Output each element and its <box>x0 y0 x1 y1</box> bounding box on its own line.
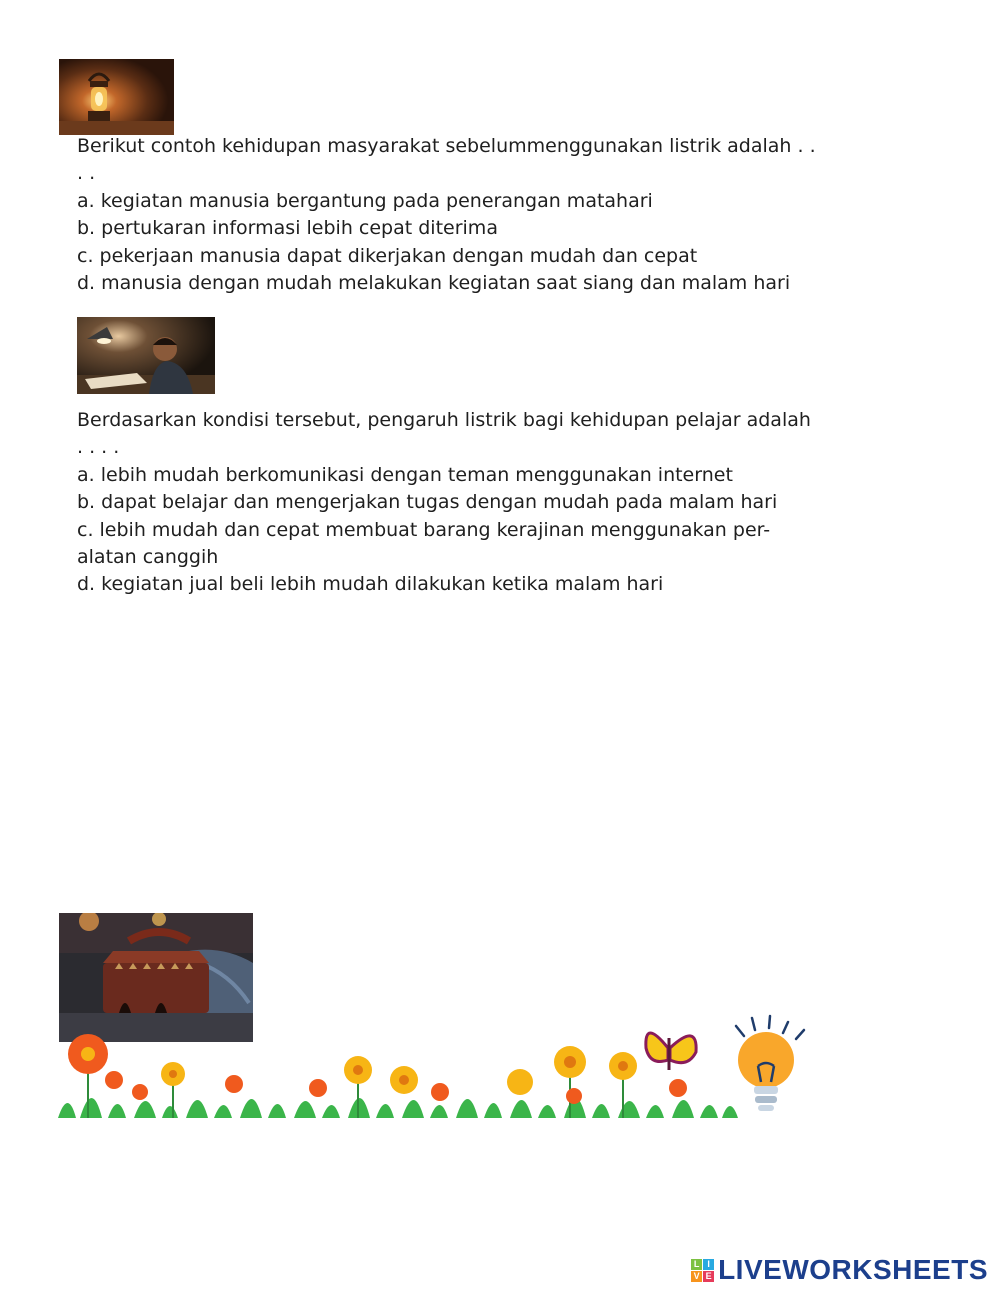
question-2 <box>77 407 817 599</box>
question-2-option-d[interactable]: d. kegiatan jual beli lebih mudah dilakukan ketika malam hari <box>77 573 664 596</box>
liveworksheets-logo[interactable] <box>691 1254 988 1286</box>
question-1 <box>77 133 817 297</box>
question-1-option-c[interactable]: c. pekerjaan manusia dapat dikerjakan dengan mudah dan cepat <box>77 244 698 267</box>
question-2-stem: Berdasarkan kondisi tersebut, pengaruh listrik bagi kehidupan pelajar adalah . . . . <box>77 409 811 459</box>
question-2-option-c[interactable]: c. lebih mudah dan cepat membuat barang kerajinan menggunakan per- alatan canggih <box>77 518 771 569</box>
flower-border-decoration <box>58 1008 738 1120</box>
butterfly-icon <box>646 1033 696 1070</box>
logo-text: LIVEWORKSHEETS <box>718 1254 988 1285</box>
child-studying-photo <box>77 317 215 394</box>
light-bulb-icon <box>728 1012 808 1122</box>
question-1-stem: Berikut contoh kehidupan masyarakat sebelummenggunakan listrik adalah . . . . <box>77 135 816 185</box>
question-1-option-d[interactable]: d. manusia dengan mudah melakukan kegiatan saat siang dan malam hari <box>77 272 791 295</box>
logo-mark: L I V E <box>691 1259 714 1282</box>
lantern-photo <box>59 59 174 135</box>
question-2-option-a[interactable]: a. lebih mudah berkomunikasi dengan teman menggunakan internet <box>77 463 733 486</box>
question-2-option-b[interactable]: b. dapat belajar dan mengerjakan tugas dengan mudah pada malam hari <box>77 491 778 514</box>
question-1-option-b[interactable]: b. pertukaran informasi lebih cepat diterima <box>77 217 498 240</box>
question-1-option-a[interactable]: a. kegiatan manusia bergantung pada penerangan matahari <box>77 189 653 212</box>
